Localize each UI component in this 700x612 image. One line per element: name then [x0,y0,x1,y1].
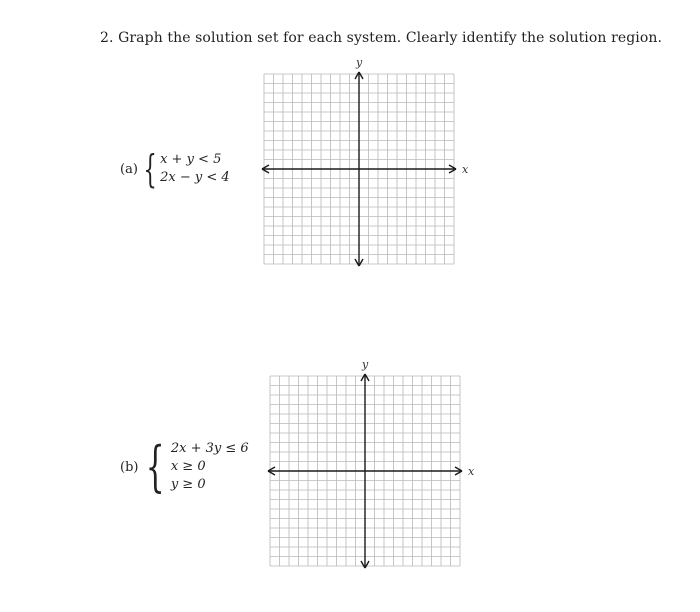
coordinate-grid-b[interactable] [268,358,475,568]
equations-a [160,151,230,187]
equations-b [171,440,249,494]
system-a [120,147,230,191]
grid-b-x-axis-label: x [468,465,475,478]
grid-a-y-axis-label: y [356,56,363,69]
grid-a-svg[interactable] [262,56,469,268]
equation-b-1: 2x + 3y ≤ 6 [170,441,249,456]
grid-a-x-axis-label: x [462,163,469,176]
system-b [120,435,249,498]
brace-a: { [143,147,157,191]
equation-a-2: 2x − y < 4 [160,170,230,185]
part-a-label: (a) [120,161,138,177]
grid-b-y-axis-label: y [362,358,369,371]
brace-b: { [146,435,166,498]
part-b-label: (b) [120,459,139,475]
coordinate-grid-a[interactable] [262,56,469,268]
equation-a-1: x + y < 5 [160,152,222,167]
question-heading: 2. Graph the solution set for each system. Clearly identify the solution region. [100,30,663,46]
equation-b-2: x ≥ 0 [170,459,206,474]
equation-b-3: y ≥ 0 [170,477,206,492]
grid-b-svg[interactable] [268,358,475,568]
